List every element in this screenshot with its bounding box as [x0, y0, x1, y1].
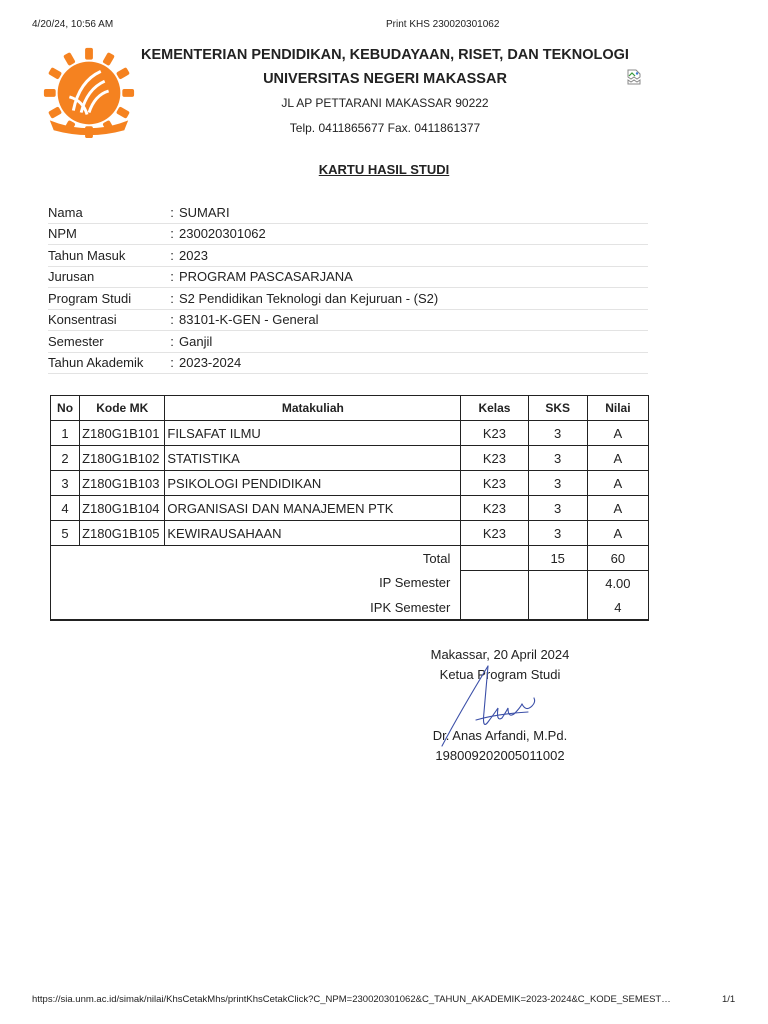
- signature-position: Ketua Program Studi: [439, 667, 561, 682]
- info-value: 230020301062: [179, 223, 648, 245]
- grades-table: [50, 395, 649, 621]
- table-row: 1 Z180G1B101 FILSAFAT ILMU K23 3 A: [51, 421, 649, 446]
- info-label: Semester: [48, 331, 165, 353]
- university-logo-icon: [40, 42, 138, 140]
- header-kelas: Kelas: [461, 396, 528, 421]
- broken-image-icon: [626, 69, 642, 85]
- header-sks: SKS: [528, 396, 587, 421]
- document-title: KARTU HASIL STUDI: [318, 162, 450, 177]
- ip-value: 4.00: [587, 571, 648, 596]
- info-value: Ganjil: [179, 331, 648, 353]
- header-kode: Kode MK: [80, 396, 165, 421]
- ip-label: IP Semester: [51, 571, 461, 596]
- print-page-number: 1/1: [722, 994, 736, 1005]
- info-label: Nama: [48, 202, 165, 223]
- info-row: Konsentrasi : 83101-K-GEN - General: [48, 309, 648, 331]
- info-label: Konsentrasi: [48, 309, 165, 331]
- print-datetime: 4/20/24, 10:56 AM: [32, 19, 114, 30]
- info-row: NPM : 230020301062: [48, 223, 648, 245]
- ipk-label: IPK Semester: [51, 595, 461, 620]
- total-label: Total: [51, 546, 461, 571]
- table-row: 4 Z180G1B104 ORGANISASI DAN MANAJEMEN PTK K23 3 A: [51, 496, 649, 521]
- info-row: Tahun Akademik : 2023-2024: [48, 352, 648, 374]
- info-row: Nama : SUMARI: [48, 202, 648, 223]
- info-row: Program Studi : S2 Pendidikan Teknologi dan Kejuruan - (S2): [48, 288, 648, 310]
- signature-place-date: Makassar, 20 April 2024: [430, 647, 570, 662]
- header-no: No: [51, 396, 80, 421]
- ministry-title: KEMENTERIAN PENDIDIKAN, KEBUDAYAAN, RISET, DAN TEKNOLOGI: [141, 47, 629, 63]
- info-label: Tahun Akademik: [48, 352, 165, 374]
- info-value: 2023: [179, 245, 648, 267]
- total-nilai: 60: [587, 546, 648, 571]
- table-row: 2 Z180G1B102 STATISTIKA K23 3 A: [51, 446, 649, 471]
- signature-name: Dr. Anas Arfandi, M.Pd.: [432, 728, 568, 743]
- header-matakuliah: Matakuliah: [165, 396, 461, 421]
- info-value: 2023-2024: [179, 352, 648, 374]
- ipk-row: [51, 595, 649, 620]
- info-row: Tahun Masuk : 2023: [48, 245, 648, 267]
- info-label: Jurusan: [48, 266, 165, 288]
- student-info-table: [48, 202, 648, 374]
- total-row: [51, 546, 649, 571]
- info-label: Tahun Masuk: [48, 245, 165, 267]
- total-sks: 15: [528, 546, 587, 571]
- info-value: S2 Pendidikan Teknologi dan Kejuruan - (S2): [179, 288, 648, 310]
- table-header-row: [51, 396, 649, 421]
- info-row: Jurusan : PROGRAM PASCASARJANA: [48, 266, 648, 288]
- print-url: https://sia.unm.ac.id/simak/nilai/KhsCetakMhs/printKhsCetakClick?C_NPM=230020301062&C_TAHUN_AKADEMIK=2023-2024&C_KODE_SEMEST…: [32, 994, 671, 1005]
- table-row: 5 Z180G1B105 KEWIRAUSAHAAN K23 3 A: [51, 521, 649, 546]
- header-nilai: Nilai: [587, 396, 648, 421]
- info-label: NPM: [48, 223, 165, 245]
- table-row: 3 Z180G1B103 PSIKOLOGI PENDIDIKAN K23 3 A: [51, 471, 649, 496]
- university-address: JL AP PETTARANI MAKASSAR 90222: [281, 96, 489, 110]
- info-value: PROGRAM PASCASARJANA: [179, 266, 648, 288]
- university-contact: Telp. 0411865677 Fax. 0411861377: [289, 121, 481, 135]
- print-title: Print KHS 230020301062: [386, 19, 500, 30]
- info-label: Program Studi: [48, 288, 165, 310]
- signature-nip: 198009202005011002: [435, 748, 565, 763]
- info-value: SUMARI: [179, 202, 648, 223]
- ip-row: [51, 571, 649, 596]
- ipk-value: 4: [587, 595, 648, 620]
- info-row: Semester : Ganjil: [48, 331, 648, 353]
- info-value: 83101-K-GEN - General: [179, 309, 648, 331]
- university-title: UNIVERSITAS NEGERI MAKASSAR: [263, 71, 507, 87]
